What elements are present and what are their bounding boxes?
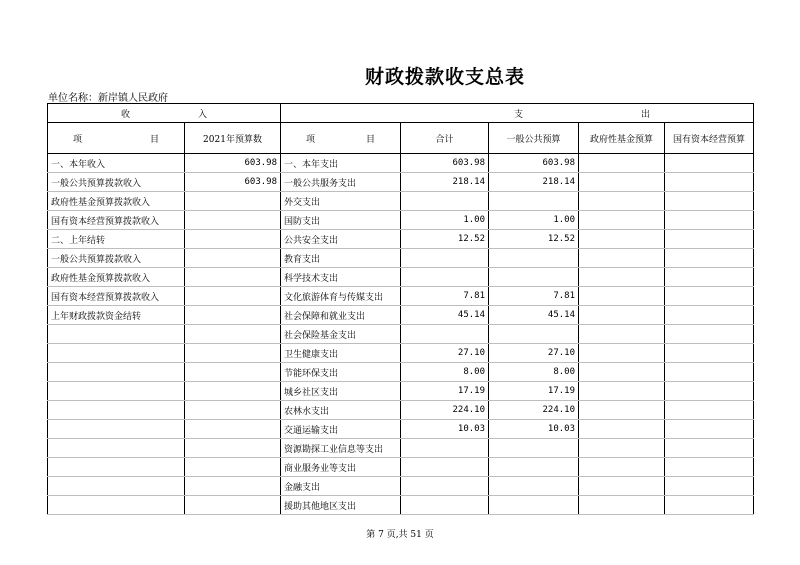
expense-total: 224.10 bbox=[401, 401, 489, 420]
expense-fund bbox=[579, 173, 665, 192]
expense-fund bbox=[579, 154, 665, 173]
expense-group-header: 支 出 bbox=[281, 104, 754, 123]
budget-table bbox=[47, 103, 754, 515]
table-row bbox=[48, 287, 754, 306]
income-item: 上年财政拨款资金结转 bbox=[48, 306, 185, 325]
expense-state-capital bbox=[665, 287, 754, 306]
expense-state-capital bbox=[665, 173, 754, 192]
income-item bbox=[48, 458, 185, 477]
expense-state-capital bbox=[665, 382, 754, 401]
income-budget: 603.98 bbox=[185, 154, 281, 173]
income-item: 一般公共预算拨款收入 bbox=[48, 249, 185, 268]
expense-fund bbox=[579, 249, 665, 268]
expense-general: 27.10 bbox=[489, 344, 579, 363]
expense-total: 8.00 bbox=[401, 363, 489, 382]
income-budget bbox=[185, 230, 281, 249]
expense-general: 10.03 bbox=[489, 420, 579, 439]
expense-general bbox=[489, 325, 579, 344]
expense-general: 8.00 bbox=[489, 363, 579, 382]
expense-item: 国防支出 bbox=[281, 211, 401, 230]
expense-total bbox=[401, 477, 489, 496]
expense-total bbox=[401, 325, 489, 344]
expense-state-capital bbox=[665, 230, 754, 249]
expense-item: 一、本年支出 bbox=[281, 154, 401, 173]
table-row bbox=[48, 230, 754, 249]
expense-total: 17.19 bbox=[401, 382, 489, 401]
expense-state-capital bbox=[665, 420, 754, 439]
expense-state-capital bbox=[665, 401, 754, 420]
unit-name: 单位名称：新岸镇人民政府 bbox=[48, 93, 168, 104]
expense-fund bbox=[579, 401, 665, 420]
table-row bbox=[48, 306, 754, 325]
expense-item: 商业服务业等支出 bbox=[281, 458, 401, 477]
table-row bbox=[48, 173, 754, 192]
table-row bbox=[48, 325, 754, 344]
expense-total: 27.10 bbox=[401, 344, 489, 363]
expense-state-capital bbox=[665, 306, 754, 325]
expense-total bbox=[401, 192, 489, 211]
income-item bbox=[48, 477, 185, 496]
income-budget bbox=[185, 192, 281, 211]
expense-item: 援助其他地区支出 bbox=[281, 496, 401, 515]
income-item bbox=[48, 344, 185, 363]
expense-item: 社会保险基金支出 bbox=[281, 325, 401, 344]
expense-fund bbox=[579, 382, 665, 401]
expense-general bbox=[489, 249, 579, 268]
expense-state-capital bbox=[665, 458, 754, 477]
expense-fund bbox=[579, 458, 665, 477]
expense-fund bbox=[579, 306, 665, 325]
expense-fund bbox=[579, 439, 665, 458]
income-budget bbox=[185, 420, 281, 439]
expense-total: 603.98 bbox=[401, 154, 489, 173]
expense-fund bbox=[579, 287, 665, 306]
expense-item: 科学技术支出 bbox=[281, 268, 401, 287]
expense-total: 12.52 bbox=[401, 230, 489, 249]
expense-total: 10.03 bbox=[401, 420, 489, 439]
expense-general bbox=[489, 458, 579, 477]
income-item bbox=[48, 496, 185, 515]
expense-state-capital bbox=[665, 268, 754, 287]
table-row bbox=[48, 192, 754, 211]
expense-item: 金融支出 bbox=[281, 477, 401, 496]
income-budget bbox=[185, 306, 281, 325]
expense-general: 1.00 bbox=[489, 211, 579, 230]
table-row bbox=[48, 154, 754, 173]
table-row bbox=[48, 268, 754, 287]
table-row bbox=[48, 211, 754, 230]
expense-item: 社会保障和就业支出 bbox=[281, 306, 401, 325]
expense-fund bbox=[579, 344, 665, 363]
income-budget bbox=[185, 382, 281, 401]
income-budget bbox=[185, 458, 281, 477]
income-item: 国有资本经营预算拨款收入 bbox=[48, 287, 185, 306]
income-item: 政府性基金预算拨款收入 bbox=[48, 268, 185, 287]
header-column-row bbox=[48, 123, 754, 154]
income-item: 一般公共预算拨款收入 bbox=[48, 173, 185, 192]
expense-fund bbox=[579, 477, 665, 496]
income-budget bbox=[185, 344, 281, 363]
income-budget bbox=[185, 325, 281, 344]
page-title: 财政拨款收支总表 bbox=[364, 66, 525, 88]
expense-total bbox=[401, 268, 489, 287]
expense-total: 45.14 bbox=[401, 306, 489, 325]
expense-state-capital bbox=[665, 496, 754, 515]
table-row bbox=[48, 344, 754, 363]
expense-state-capital bbox=[665, 439, 754, 458]
expense-general: 7.81 bbox=[489, 287, 579, 306]
income-item: 一、本年收入 bbox=[48, 154, 185, 173]
col-total: 合计 bbox=[401, 123, 489, 154]
income-item bbox=[48, 420, 185, 439]
expense-state-capital bbox=[665, 344, 754, 363]
expense-total: 7.81 bbox=[401, 287, 489, 306]
table-row bbox=[48, 382, 754, 401]
col-fund-budget: 政府性基金预算 bbox=[579, 123, 665, 154]
table-row bbox=[48, 401, 754, 420]
expense-general bbox=[489, 268, 579, 287]
expense-item: 城乡社区支出 bbox=[281, 382, 401, 401]
income-group-header: 收 入 bbox=[48, 104, 281, 123]
table-row bbox=[48, 420, 754, 439]
expense-item: 公共安全支出 bbox=[281, 230, 401, 249]
expense-general bbox=[489, 192, 579, 211]
income-item: 国有资本经营预算拨款收入 bbox=[48, 211, 185, 230]
expense-total bbox=[401, 249, 489, 268]
expense-general: 603.98 bbox=[489, 154, 579, 173]
expense-fund bbox=[579, 325, 665, 344]
income-item bbox=[48, 382, 185, 401]
table-row bbox=[48, 439, 754, 458]
expense-fund bbox=[579, 192, 665, 211]
expense-state-capital bbox=[665, 211, 754, 230]
table-row bbox=[48, 496, 754, 515]
expense-fund bbox=[579, 268, 665, 287]
expense-item: 外交支出 bbox=[281, 192, 401, 211]
expense-state-capital bbox=[665, 249, 754, 268]
expense-item: 交通运输支出 bbox=[281, 420, 401, 439]
income-budget bbox=[185, 268, 281, 287]
income-budget bbox=[185, 477, 281, 496]
expense-item: 卫生健康支出 bbox=[281, 344, 401, 363]
col-expense-item: 项 目 bbox=[281, 123, 401, 154]
expense-fund bbox=[579, 211, 665, 230]
income-item: 二、上年结转 bbox=[48, 230, 185, 249]
income-budget bbox=[185, 401, 281, 420]
expense-item: 节能环保支出 bbox=[281, 363, 401, 382]
expense-fund bbox=[579, 496, 665, 515]
income-item bbox=[48, 439, 185, 458]
expense-general bbox=[489, 496, 579, 515]
table-row bbox=[48, 458, 754, 477]
income-budget bbox=[185, 496, 281, 515]
col-state-capital-budget: 国有资本经营预算 bbox=[665, 123, 754, 154]
expense-item: 一般公共服务支出 bbox=[281, 173, 401, 192]
income-item bbox=[48, 325, 185, 344]
expense-total: 218.14 bbox=[401, 173, 489, 192]
expense-total bbox=[401, 458, 489, 477]
table-row bbox=[48, 477, 754, 496]
income-item bbox=[48, 401, 185, 420]
expense-state-capital bbox=[665, 325, 754, 344]
expense-state-capital bbox=[665, 192, 754, 211]
col-income-budget: 2021年预算数 bbox=[185, 123, 281, 154]
income-budget bbox=[185, 249, 281, 268]
income-budget bbox=[185, 287, 281, 306]
expense-general: 12.52 bbox=[489, 230, 579, 249]
expense-state-capital bbox=[665, 154, 754, 173]
expense-general: 45.14 bbox=[489, 306, 579, 325]
expense-item: 农林水支出 bbox=[281, 401, 401, 420]
expense-fund bbox=[579, 230, 665, 249]
expense-general bbox=[489, 477, 579, 496]
expense-total bbox=[401, 439, 489, 458]
income-budget bbox=[185, 363, 281, 382]
table-row bbox=[48, 363, 754, 382]
income-item bbox=[48, 363, 185, 382]
expense-state-capital bbox=[665, 363, 754, 382]
expense-general bbox=[489, 439, 579, 458]
expense-item: 教育支出 bbox=[281, 249, 401, 268]
col-general-budget: 一般公共预算 bbox=[489, 123, 579, 154]
expense-general: 17.19 bbox=[489, 382, 579, 401]
expense-fund bbox=[579, 363, 665, 382]
expense-total bbox=[401, 496, 489, 515]
expense-total: 1.00 bbox=[401, 211, 489, 230]
header-group-row bbox=[48, 104, 754, 123]
expense-item: 资源勘探工业信息等支出 bbox=[281, 439, 401, 458]
expense-fund bbox=[579, 420, 665, 439]
page-footer: 第 7 页,共 51 页 bbox=[366, 530, 434, 540]
expense-general: 218.14 bbox=[489, 173, 579, 192]
col-income-item: 项 目 bbox=[48, 123, 185, 154]
income-budget: 603.98 bbox=[185, 173, 281, 192]
expense-item: 文化旅游体育与传媒支出 bbox=[281, 287, 401, 306]
income-budget bbox=[185, 439, 281, 458]
expense-state-capital bbox=[665, 477, 754, 496]
income-item: 政府性基金预算拨款收入 bbox=[48, 192, 185, 211]
expense-general: 224.10 bbox=[489, 401, 579, 420]
table-row bbox=[48, 249, 754, 268]
income-budget bbox=[185, 211, 281, 230]
